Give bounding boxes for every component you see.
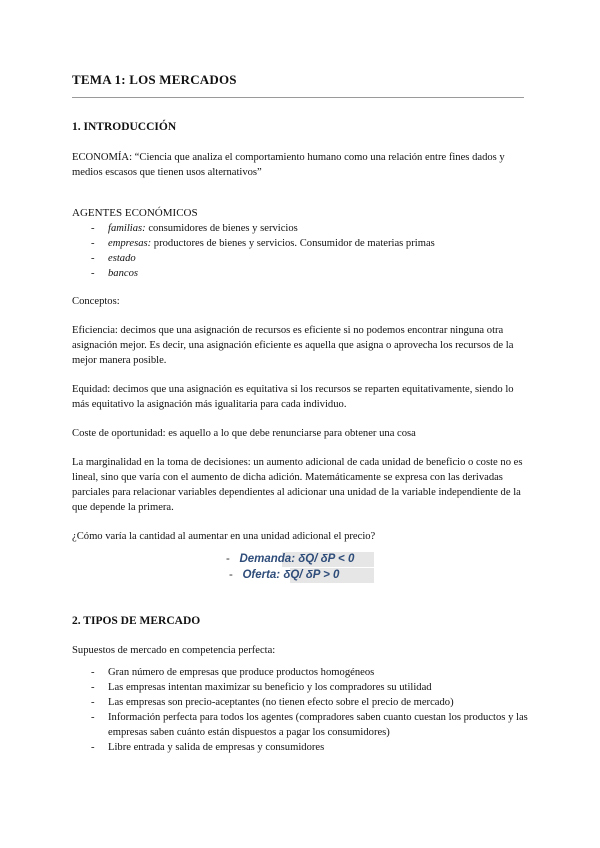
title-divider (72, 97, 524, 98)
list-item: - Información perfecta para todos los agentes (compradores saben cuanto cuestan los productos y las empresas saben cuánto están dispuestos a pagar los consumidores) (91, 712, 528, 738)
eficiencia-paragraph: Eficiencia: decimos que una asignación de recursos es eficiente si no podemos encontrar ninguna otra asignación mejor. Es decir, una asignación eficiente es aquella que asigna o aprovecha los recursos de la mejor manera posible. (72, 325, 514, 366)
coste-oportunidad-paragraph: Coste de oportunidad: es aquello a lo que debe renunciarse para obtener una cosa (72, 428, 416, 439)
list-item: - Las empresas intentan maximizar su beneficio y los compradores su utilidad (91, 682, 432, 693)
list-item: - familias: consumidores de bienes y servicios (91, 223, 298, 234)
list-item: - empresas: productores de bienes y servicios. Consumidor de materias primas (91, 238, 435, 249)
list-item: - Gran número de empresas que produce productos homogéneos (91, 667, 375, 678)
conceptos-label: Conceptos: (72, 296, 120, 307)
section-heading-tipos-mercado: 2. TIPOS DE MERCADO (72, 615, 201, 627)
derivative-formulas (226, 551, 376, 585)
list-item: - bancos (91, 268, 139, 279)
page-title: TEMA 1: LOS MERCADOS (72, 72, 237, 87)
agentes-list (72, 221, 528, 281)
supuestos-list (72, 665, 528, 755)
list-item: - Las empresas son precio-aceptantes (no tienen efecto sobre el precio de mercado) (91, 697, 454, 708)
demanda-formula: - Demanda: δQ/ δP < 0 (226, 553, 355, 565)
equidad-paragraph: Equidad: decimos que una asignación es equitativa si los recursos se reparten equitativamente, siendo lo más equitativo la asignación más igualitaria para cada individuo. (72, 384, 514, 410)
economia-definition: ECONOMÍA: “Ciencia que analiza el comportamiento humano como una relación entre fines dados y medios escasos que tienen usos alternativos” (72, 152, 505, 178)
list-item: - estado (91, 253, 136, 264)
agentes-heading: AGENTES ECONÓMICOS (72, 207, 198, 219)
oferta-formula: - Oferta: δQ/ δP > 0 (229, 569, 340, 581)
list-item: - Libre entrada y salida de empresas y consumidores (91, 742, 325, 753)
supuestos-label: Supuestos de mercado en competencia perfecta: (72, 645, 276, 656)
marginalidad-paragraph: La marginalidad en la toma de decisiones: un aumento adicional de cada unidad de beneficio o coste no es lineal, sino que varía con el aumento de dicha adición. Matemáticamente se expresa con las derivadas parciales para relacionar variables dependientes al adicionar una unidad de la variable independiente de la que depende la primera. (72, 457, 523, 513)
section-heading-introduccion: 1. INTRODUCCIÓN (72, 121, 177, 133)
pregunta-paragraph: ¿Cómo varía la cantidad al aumentar en una unidad adicional el precio? (72, 531, 376, 542)
